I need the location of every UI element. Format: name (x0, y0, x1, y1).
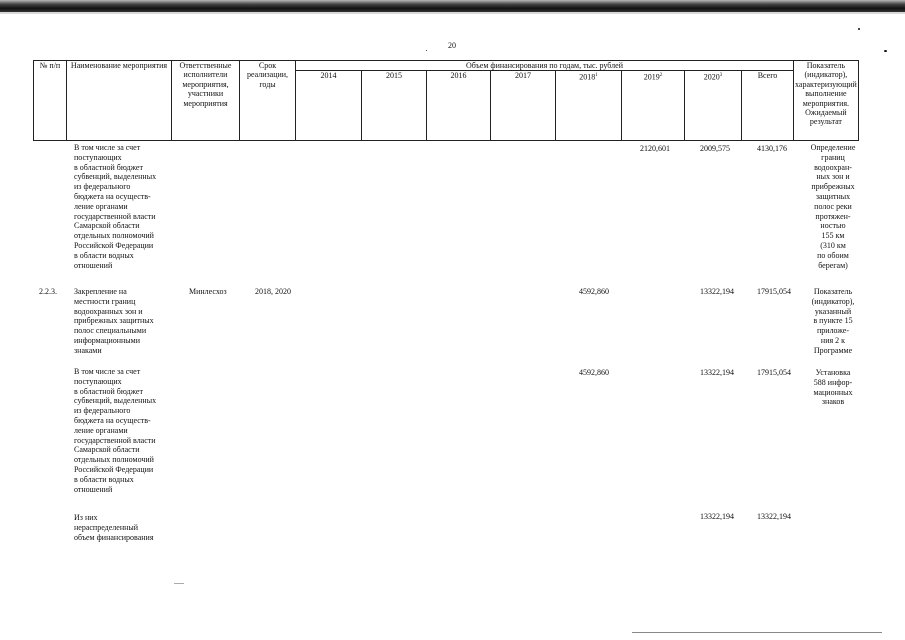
header-name: Наименование мероприятия (67, 61, 172, 141)
footnote-mark: 1 (595, 73, 598, 79)
text-line: отношений (74, 484, 113, 494)
scan-speck (858, 28, 860, 30)
row-a-name (74, 143, 156, 270)
scan-edge (0, 12, 905, 14)
text-line: в области водных (74, 474, 134, 484)
text-line: указанный (814, 306, 852, 316)
text-line: Установка (815, 368, 851, 377)
row-2-2-3-name (74, 287, 154, 356)
year-2019-label: 2019 (643, 73, 660, 83)
header-term: Срок реализации, годы (240, 61, 296, 141)
text-line: ния 2 к (820, 335, 846, 345)
text-line: прибрежных защитных (74, 316, 154, 326)
text-line: (310 км (820, 240, 846, 250)
scan-mark (174, 583, 184, 584)
row-a-2020: 2009,575 (700, 144, 730, 153)
text-line: Программе (813, 345, 853, 355)
header-year-2015: 2015 (362, 71, 427, 141)
text-line: государственной власти (74, 435, 156, 445)
text-line: полос специальными (74, 326, 147, 336)
row-c-total: 13322,194 (757, 512, 791, 521)
scan-bottom-line (632, 632, 882, 633)
text-line: бюджета на осуществ- (74, 191, 151, 201)
header-indicator: Показатель (индикатор), характеризующий выполнение мероприятия. Ожидаемый результат (794, 61, 859, 141)
header-year-2014: 2014 (296, 71, 362, 141)
text-line: водоохранных зон и (74, 306, 143, 316)
row-2-2-3-total: 17915,054 (757, 287, 791, 296)
row-2-2-3-2020: 13322,194 (700, 287, 734, 296)
text-line: приложе- (817, 326, 849, 336)
scan-speck (426, 50, 427, 51)
text-line: местности границ (74, 296, 136, 306)
text-line: 588 инфор- (813, 377, 853, 387)
text-line: В том числе за счет (74, 367, 141, 376)
text-line: Самарской области (74, 445, 140, 455)
text-line: (индикатор), (811, 296, 855, 306)
header-responsible: Ответственные исполнители мероприятия, участники мероприятия (172, 61, 240, 141)
row-2-2-3-term: 2018, 2020 (255, 287, 291, 296)
text-line: границ (821, 152, 845, 162)
text-line: субвенций, выделенных (74, 172, 157, 182)
row-b-name (74, 367, 156, 494)
text-line: Российской Федерации (74, 240, 154, 250)
footnote-mark: 3 (719, 73, 723, 79)
text-line: отдельных полномочий (74, 231, 154, 241)
text-line: водоохран- (814, 162, 852, 172)
text-line: Самарской области (74, 221, 140, 231)
text-line: в пункте 15 (813, 316, 853, 326)
text-line: 155 км (821, 231, 845, 241)
text-line: прибрежных (811, 182, 855, 192)
row-a-2019: 2120,601 (640, 144, 670, 153)
row-2-2-3-responsible: Минлесхоз (189, 287, 227, 296)
text-line: в областной бюджет (74, 162, 143, 172)
row-b-indicator (803, 368, 863, 407)
text-line: В том числе за счет (74, 143, 141, 152)
row-b-2018: 4592,860 (579, 368, 609, 377)
row-2-2-3-2018: 4592,860 (579, 287, 609, 296)
year-2018-label: 2018 (579, 73, 596, 83)
text-line: объем финансирования (74, 532, 154, 542)
text-line: защитных (815, 191, 851, 201)
row-2-2-3-indicator (803, 287, 863, 356)
text-line: в области водных (74, 250, 134, 260)
text-line: Определение (810, 143, 856, 152)
text-line: в областной бюджет (74, 386, 143, 396)
text-line: бюджета на осуществ- (74, 415, 151, 425)
text-line: ных зон и (816, 172, 850, 182)
header-num: № п/п (34, 61, 67, 141)
text-line: субвенций, выделенных (74, 396, 157, 406)
text-line: поступающих (74, 152, 122, 162)
page-number: 20 (448, 41, 456, 50)
text-line: знаков (821, 397, 845, 407)
text-line: Российской Федерации (74, 464, 154, 474)
text-line: мационных (813, 387, 853, 397)
row-c-2020: 13322,194 (700, 512, 734, 521)
header-year-2020 (685, 71, 742, 141)
text-line: ностью (820, 221, 846, 231)
header-financing: Объем финансирования по годам, тыс. рублей (296, 61, 794, 71)
row-a-indicator (803, 143, 863, 270)
header-total: Всего (742, 71, 794, 141)
header-year-2019 (622, 71, 685, 141)
year-2020-label: 2020 (703, 73, 720, 83)
row-2-2-3-num: 2.2.3. (39, 287, 57, 296)
text-line: государственной власти (74, 211, 156, 221)
text-line: нераспределенный (74, 522, 139, 532)
text-line: по обоим (817, 250, 849, 260)
row-a-total: 4130,176 (757, 144, 787, 153)
text-line: знаками (74, 345, 102, 355)
text-line: из федерального (74, 182, 131, 192)
text-line: Показатель (813, 287, 853, 296)
text-line: протяжен- (815, 211, 851, 221)
text-line: ление органами (74, 425, 128, 435)
footnote-mark: 2 (659, 73, 663, 79)
text-line: поступающих (74, 376, 122, 386)
text-line: берегам) (818, 260, 848, 270)
text-line: Закрепление на (74, 287, 127, 296)
header-year-2018 (556, 71, 622, 141)
table-header (33, 60, 859, 141)
text-line: ление органами (74, 201, 128, 211)
header-year-2017: 2017 (491, 71, 556, 141)
text-line: отношений (74, 260, 113, 270)
row-b-2020: 13322,194 (700, 368, 734, 377)
text-line: из федерального (74, 406, 131, 416)
scan-shadow-bar (0, 0, 905, 12)
text-line: Из них (74, 513, 98, 522)
text-line: информационными (74, 335, 141, 345)
row-b-total: 17915,054 (757, 368, 791, 377)
header-year-2016: 2016 (427, 71, 491, 141)
text-line: отдельных полномочий (74, 455, 154, 465)
scan-speck (884, 50, 887, 52)
row-c-name (74, 513, 154, 542)
text-line: полос реки (814, 201, 852, 211)
